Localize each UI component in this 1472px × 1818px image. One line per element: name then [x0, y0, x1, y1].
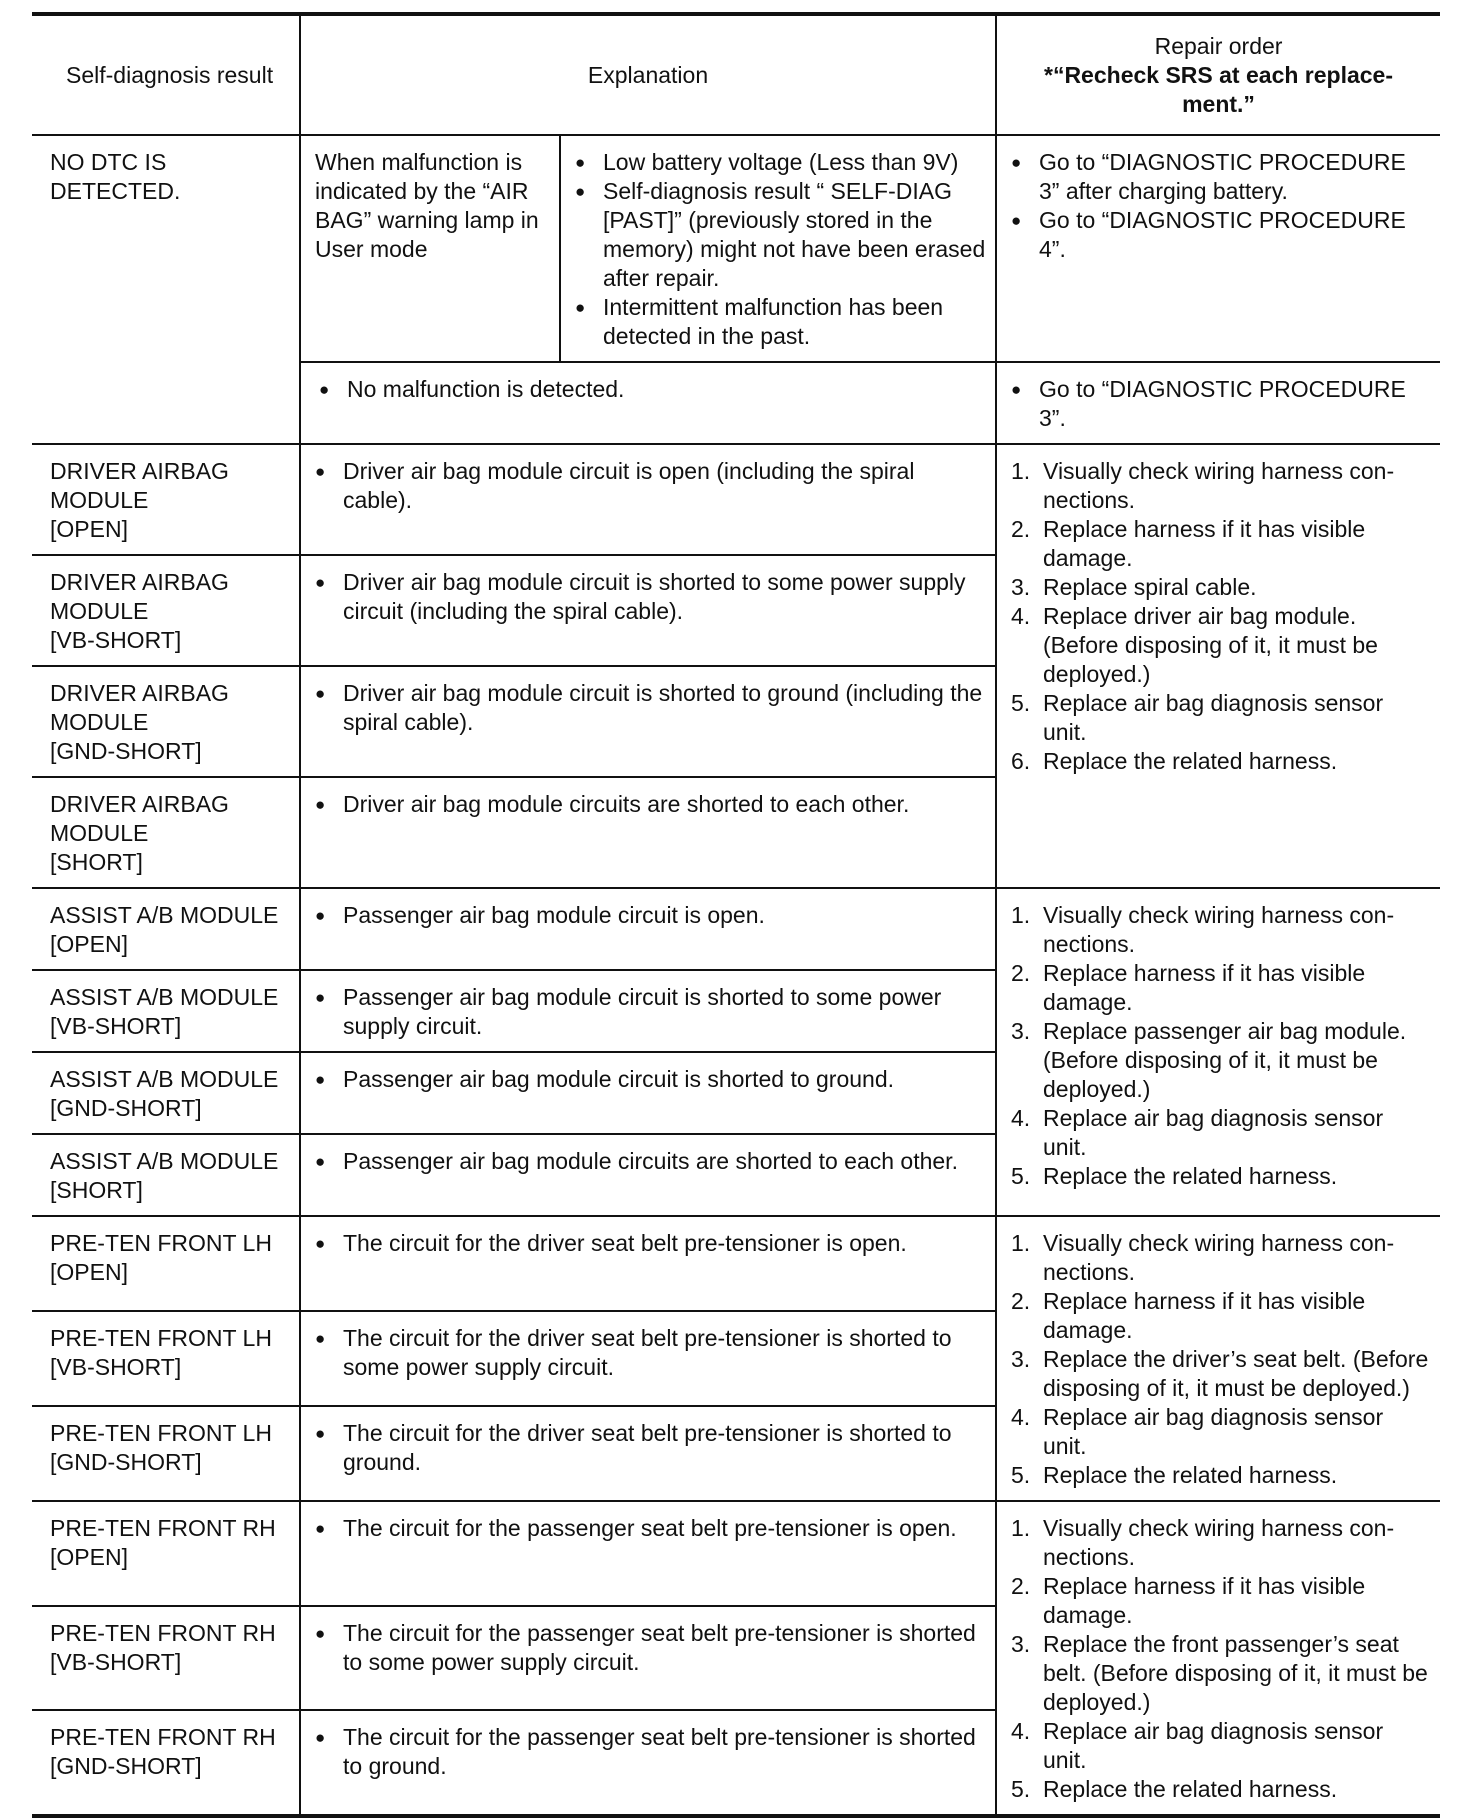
- table-row: [32, 1501, 1440, 1606]
- repair-step: [1011, 1461, 1432, 1490]
- repair-step: [1011, 515, 1432, 573]
- result-line: [OPEN]: [50, 516, 128, 542]
- result-line: MODULE: [50, 487, 149, 513]
- list-item: [315, 1723, 987, 1781]
- list-item: [315, 790, 987, 819]
- list-item: [575, 293, 987, 351]
- self-diagnosis-result-cell: [32, 777, 300, 888]
- explanation-cell: [300, 1606, 996, 1711]
- step-text: Replace harness if it has visible damage.: [1043, 1573, 1366, 1628]
- list-item: [575, 177, 987, 293]
- bullet-icon: ●: [315, 1728, 326, 1748]
- result-line: ASSIST A/B MODULE: [50, 1066, 279, 1092]
- explanation-text: Passenger air bag module circuit is shorted to ground.: [343, 1066, 895, 1092]
- step-text: Replace the front passenger’s seat belt. (Before disposing of it, it must be deployed.): [1043, 1631, 1428, 1715]
- explanation-text: The circuit for the driver seat belt pre-tensioner is open.: [343, 1230, 907, 1256]
- step-text: Replace the driver’s seat belt. (Before disposing of it, it must be deployed.): [1043, 1346, 1429, 1401]
- list-item: [315, 1324, 987, 1382]
- result-line: DRIVER AIRBAG: [50, 680, 229, 706]
- result-line: PRE-TEN FRONT LH: [50, 1325, 272, 1351]
- table-row: [32, 444, 1440, 555]
- bullet-icon: ●: [575, 153, 586, 172]
- self-diagnosis-result-cell: [32, 666, 300, 777]
- explanation-cell: [300, 1710, 996, 1816]
- repair-step: [1011, 747, 1432, 776]
- result-line: PRE-TEN FRONT RH: [50, 1619, 276, 1646]
- list-item: [315, 1619, 987, 1677]
- header-repair-line3: ment.”: [1182, 90, 1255, 117]
- bullet-icon: ●: [315, 795, 326, 814]
- explanation-text: The circuit for the passenger seat belt pre-tensioner is shorted to ground.: [343, 1724, 976, 1780]
- repair-step: [1011, 1630, 1432, 1717]
- step-text: Replace harness if it has visible damage.: [1043, 1288, 1366, 1343]
- bullet-icon: ●: [575, 298, 586, 317]
- list-item: [1011, 148, 1432, 206]
- explanation-text: The circuit for the driver seat belt pre-tensioner is shorted to some power supply circuit.: [343, 1325, 952, 1380]
- bullet-icon: ●: [315, 573, 326, 592]
- result-line: [GND-SHORT]: [50, 1095, 202, 1121]
- repair-step: [1011, 1572, 1432, 1630]
- bullet-icon: ●: [1011, 153, 1022, 172]
- repair-step: [1011, 959, 1432, 1017]
- step-text: Replace air bag diagnosis sensor unit.: [1043, 690, 1384, 745]
- list-item: [1011, 206, 1432, 264]
- explanation-cell: [300, 444, 996, 555]
- step-text: Visually check wiring harness con-nections.: [1043, 1515, 1395, 1570]
- explanation-text: The circuit for the passenger seat belt pre-tensioner is shorted to some power supply circuit.: [343, 1619, 976, 1675]
- self-diagnosis-result-cell: [32, 1216, 300, 1311]
- step-number: 5.: [1011, 690, 1031, 716]
- step-text: Replace harness if it has visible damage.: [1043, 516, 1366, 571]
- result-line: [GND-SHORT]: [50, 738, 202, 764]
- explanation-cell: [300, 555, 996, 666]
- bullet-icon: ●: [315, 1234, 326, 1253]
- step-number: 4.: [1011, 1105, 1031, 1131]
- repair-step: [1011, 901, 1432, 959]
- repair-step: [1011, 1287, 1432, 1345]
- self-diagnosis-result-cell: [32, 1311, 300, 1406]
- result-line: [SHORT]: [50, 1177, 143, 1203]
- step-number: 5.: [1011, 1462, 1031, 1488]
- repair-step: [1011, 602, 1432, 689]
- repair-step: [1011, 1017, 1432, 1104]
- step-text: Replace air bag diagnosis sensor unit.: [1043, 1105, 1384, 1160]
- bullet-icon: ●: [315, 906, 326, 925]
- result-line: [GND-SHORT]: [50, 1753, 202, 1780]
- self-diagnosis-result-cell: [32, 888, 300, 970]
- repair-text: Go to “DIAGNOSTIC PROCEDURE 3” after charging battery.: [1039, 149, 1406, 204]
- result-line: MODULE: [50, 709, 149, 735]
- repair-step: [1011, 1229, 1432, 1287]
- explanation-cell: [300, 970, 996, 1052]
- repair-text: Go to “DIAGNOSTIC PROCEDURE 4”.: [1039, 207, 1406, 262]
- self-diagnosis-result-cell: [32, 1501, 300, 1606]
- repair-step: [1011, 1104, 1432, 1162]
- no-malfunction-repair: [996, 362, 1440, 444]
- result-line: [OPEN]: [50, 1259, 128, 1285]
- no-dtc-condition: When malfunction is indicated by the “AIR BAG” warning lamp in User mode: [300, 135, 560, 362]
- bullet-icon: ●: [315, 1070, 326, 1089]
- bullet-icon: ●: [315, 1519, 326, 1538]
- result-line: [SHORT]: [50, 849, 143, 875]
- result-line: DRIVER AIRBAG: [50, 791, 229, 817]
- step-number: 1.: [1011, 902, 1031, 928]
- result-line: PRE-TEN FRONT RH: [50, 1724, 276, 1751]
- list-item: [1011, 375, 1432, 433]
- self-diagnosis-result-cell: [32, 1606, 300, 1711]
- explanation-cell: [300, 1311, 996, 1406]
- step-number: 6.: [1011, 748, 1031, 774]
- explanation-cell: [300, 1216, 996, 1311]
- bullet-icon: ●: [315, 1623, 326, 1643]
- explanation-text: Passenger air bag module circuit is open.: [343, 902, 765, 928]
- header-explanation: Explanation: [300, 14, 996, 135]
- repair-step: [1011, 1775, 1432, 1804]
- step-number: 2.: [1011, 1573, 1031, 1599]
- repair-step: [1011, 573, 1432, 602]
- repair-order-cell: [996, 1501, 1440, 1816]
- table-row: [32, 888, 1440, 970]
- step-number: 4.: [1011, 603, 1031, 629]
- no-malfunction-explanation: [300, 362, 996, 444]
- bullet-icon: ●: [1011, 211, 1022, 230]
- explanation-text: The circuit for the passenger seat belt pre-tensioner is open.: [343, 1515, 957, 1541]
- explanation-text: No malfunction is detected.: [347, 376, 625, 402]
- step-number: 1.: [1011, 1230, 1031, 1256]
- result-line: [VB-SHORT]: [50, 627, 182, 653]
- list-item: [575, 148, 987, 177]
- repair-step: [1011, 1345, 1432, 1403]
- header-self-diagnosis-result: Self-diagnosis result: [32, 14, 300, 135]
- step-number: 1.: [1011, 1515, 1031, 1541]
- list-item: [319, 375, 987, 404]
- explanation-text: Passenger air bag module circuits are shorted to each other.: [343, 1148, 958, 1174]
- list-item: [315, 1229, 987, 1258]
- self-diagnosis-result-cell: [32, 1134, 300, 1216]
- step-number: 5.: [1011, 1776, 1031, 1802]
- result-line: PRE-TEN FRONT LH: [50, 1230, 272, 1256]
- header-repair-order: [996, 14, 1440, 135]
- repair-order-cell: [996, 1216, 1440, 1501]
- step-number: 3.: [1011, 1346, 1031, 1372]
- step-text: Visually check wiring harness con-nections.: [1043, 1230, 1395, 1285]
- step-text: Replace the related harness.: [1043, 748, 1338, 774]
- repair-step: [1011, 1514, 1432, 1572]
- step-text: Replace passenger air bag module. (Before disposing of it, it must be deployed.): [1043, 1018, 1407, 1102]
- step-text: Replace air bag diagnosis sensor unit.: [1043, 1404, 1384, 1459]
- result-line: [OPEN]: [50, 931, 128, 957]
- step-number: 1.: [1011, 458, 1031, 484]
- repair-text: Go to “DIAGNOSTIC PROCEDURE 3”.: [1039, 376, 1406, 431]
- result-line: [VB-SHORT]: [50, 1354, 182, 1380]
- explanation-cell: [300, 666, 996, 777]
- result-line: ASSIST A/B MODULE: [50, 984, 279, 1010]
- result-line: PRE-TEN FRONT RH: [50, 1515, 276, 1541]
- result-line: DRIVER AIRBAG: [50, 458, 229, 484]
- result-line: [VB-SHORT]: [50, 1013, 182, 1039]
- step-text: Replace the related harness.: [1043, 1462, 1338, 1488]
- header-repair-line2: *“Recheck SRS at each replace-: [1044, 61, 1394, 88]
- explanation-cell: [300, 1052, 996, 1134]
- repair-order-cell: [996, 888, 1440, 1216]
- step-text: Replace air bag diagnosis sensor unit.: [1043, 1718, 1384, 1773]
- result-line: MODULE: [50, 820, 149, 846]
- self-diagnosis-result-cell: [32, 1406, 300, 1501]
- explanation-cell: [300, 1134, 996, 1216]
- step-text: Visually check wiring harness con-nections.: [1043, 458, 1395, 513]
- step-number: 5.: [1011, 1163, 1031, 1189]
- result-line: [GND-SHORT]: [50, 1449, 202, 1475]
- step-text: Replace spiral cable.: [1043, 574, 1257, 600]
- srs-self-diagnosis-table: [32, 12, 1440, 1818]
- bullet-icon: ●: [315, 1152, 326, 1171]
- self-diagnosis-result-cell: [32, 970, 300, 1052]
- cause-text: Low battery voltage (Less than 9V): [603, 149, 959, 175]
- step-number: 2.: [1011, 960, 1031, 986]
- self-diagnosis-result-cell: [32, 444, 300, 555]
- step-number: 3.: [1011, 1631, 1031, 1657]
- bullet-icon: ●: [319, 380, 330, 399]
- result-line: ASSIST A/B MODULE: [50, 1148, 279, 1174]
- repair-step: [1011, 457, 1432, 515]
- cause-text: Self-diagnosis result “ SELF-DIAG [PAST]” (previously stored in the memory) might not have been erased after repair.: [603, 178, 986, 291]
- step-number: 4.: [1011, 1718, 1031, 1744]
- repair-step: [1011, 689, 1432, 747]
- step-number: 3.: [1011, 1018, 1031, 1044]
- list-item: [315, 983, 987, 1041]
- table-row: [32, 1216, 1440, 1311]
- table-header-row: [32, 14, 1440, 135]
- explanation-text: Driver air bag module circuit is shorted to ground (including the spiral cable).: [343, 680, 983, 735]
- list-item: [315, 568, 987, 626]
- result-line: PRE-TEN FRONT LH: [50, 1420, 272, 1446]
- no-dtc-repair: [996, 135, 1440, 362]
- self-diagnosis-result-cell: [32, 1052, 300, 1134]
- list-item: [315, 1147, 987, 1176]
- bullet-icon: ●: [315, 684, 326, 703]
- result-line: [OPEN]: [50, 1544, 128, 1570]
- repair-order-cell: [996, 444, 1440, 888]
- step-number: 4.: [1011, 1404, 1031, 1430]
- explanation-text: The circuit for the driver seat belt pre-tensioner is shorted to ground.: [343, 1420, 952, 1475]
- list-item: [315, 1419, 987, 1477]
- no-dtc-causes: [560, 135, 996, 362]
- explanation-cell: [300, 1406, 996, 1501]
- step-number: 3.: [1011, 574, 1031, 600]
- result-line: MODULE: [50, 598, 149, 624]
- bullet-icon: ●: [1011, 380, 1022, 399]
- explanation-cell: [300, 888, 996, 970]
- explanation-cell: [300, 777, 996, 888]
- bullet-icon: ●: [575, 182, 586, 201]
- list-item: [315, 1065, 987, 1094]
- list-item: [315, 679, 987, 737]
- list-item: [315, 901, 987, 930]
- repair-step: [1011, 1403, 1432, 1461]
- explanation-text: Passenger air bag module circuit is shorted to some power supply circuit.: [343, 984, 942, 1039]
- result-line: [VB-SHORT]: [50, 1648, 182, 1675]
- list-item: [315, 1514, 987, 1543]
- list-item: [315, 457, 987, 515]
- step-text: Replace harness if it has visible damage.: [1043, 960, 1366, 1015]
- bullet-icon: ●: [315, 988, 326, 1007]
- repair-step: [1011, 1162, 1432, 1191]
- step-text: Replace the related harness.: [1043, 1163, 1338, 1189]
- self-diagnosis-result-cell: [32, 555, 300, 666]
- step-number: 2.: [1011, 1288, 1031, 1314]
- self-diagnosis-result-cell: [32, 1710, 300, 1816]
- bullet-icon: ●: [315, 1329, 326, 1348]
- explanation-cell: [300, 1501, 996, 1606]
- repair-step: [1011, 1717, 1432, 1775]
- step-text: Replace driver air bag module. (Before disposing of it, it must be deployed.): [1043, 603, 1378, 687]
- step-number: 2.: [1011, 516, 1031, 542]
- bullet-icon: ●: [315, 462, 326, 481]
- explanation-text: Driver air bag module circuits are shorted to each other.: [343, 791, 910, 817]
- explanation-text: Driver air bag module circuit is shorted to some power supply circuit (including the spiral cable).: [343, 569, 966, 624]
- cause-text: Intermittent malfunction has been detected in the past.: [603, 294, 944, 349]
- step-text: Replace the related harness.: [1043, 1776, 1338, 1802]
- result-no-dtc: NO DTC IS DETECTED.: [32, 135, 300, 444]
- result-line: DRIVER AIRBAG: [50, 569, 229, 595]
- step-text: Visually check wiring harness con-nections.: [1043, 902, 1395, 957]
- bullet-icon: ●: [315, 1424, 326, 1443]
- result-line: ASSIST A/B MODULE: [50, 902, 279, 928]
- table-row-no-dtc: [32, 135, 1440, 362]
- explanation-text: Driver air bag module circuit is open (including the spiral cable).: [343, 458, 915, 513]
- header-repair-line1: Repair order: [1154, 32, 1283, 59]
